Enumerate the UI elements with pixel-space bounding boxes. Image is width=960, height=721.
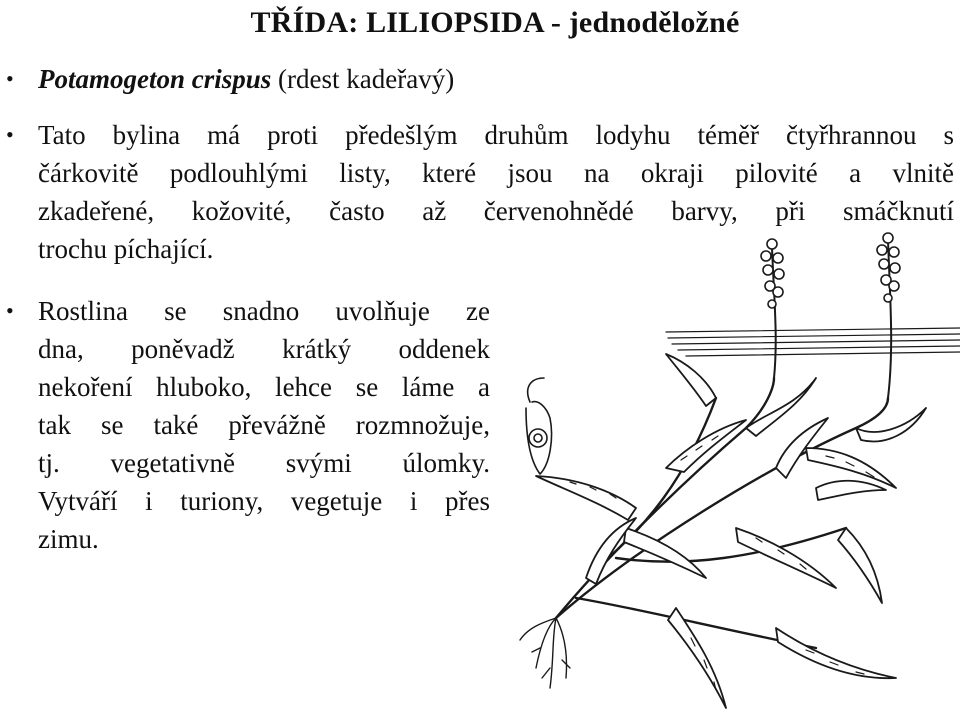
text-line: Vytváří i turiony, vegetuje i přes — [38, 486, 490, 516]
bullet-species-text — [38, 60, 938, 98]
text-line: tak se také převážně rozmnožuje, — [38, 410, 490, 440]
text-line: trochu píchající. — [38, 234, 214, 264]
common-name: (rdest kadeřavý) — [271, 64, 455, 94]
text-line: Rostlina se snadno uvolňuje ze — [38, 296, 490, 326]
slide-title: TŘÍDA: LILIOPSIDA - jednoděložné — [250, 6, 740, 39]
text-line: čárkovitě podlouhlými listy, které jsou na okraji pilovité a vlnitě — [38, 158, 954, 188]
bullet-dot: • — [6, 298, 14, 323]
text-line: zkadeřené, kožovité, často až červenohnědé barvy, při smáčknutí — [38, 196, 954, 226]
potamogeton-crispus-drawing-icon — [516, 228, 960, 721]
text-line: tj. vegetativně svými úlomky. — [38, 448, 490, 478]
bullet-dot: • — [6, 66, 14, 91]
text-line: zimu. — [38, 524, 99, 554]
text-line: nekoření hluboko, lehce se láme a — [38, 372, 490, 402]
latin-name: Potamogeton crispus — [38, 64, 272, 94]
bullet-reproduction-text — [38, 292, 490, 558]
bullet-dot: • — [6, 122, 14, 147]
text-line: dna, poněvadž krátký oddenek — [38, 334, 490, 364]
text-line: Tato bylina má proti předešlým druhům lodyhu téměř čtyřhrannou s — [38, 120, 954, 150]
